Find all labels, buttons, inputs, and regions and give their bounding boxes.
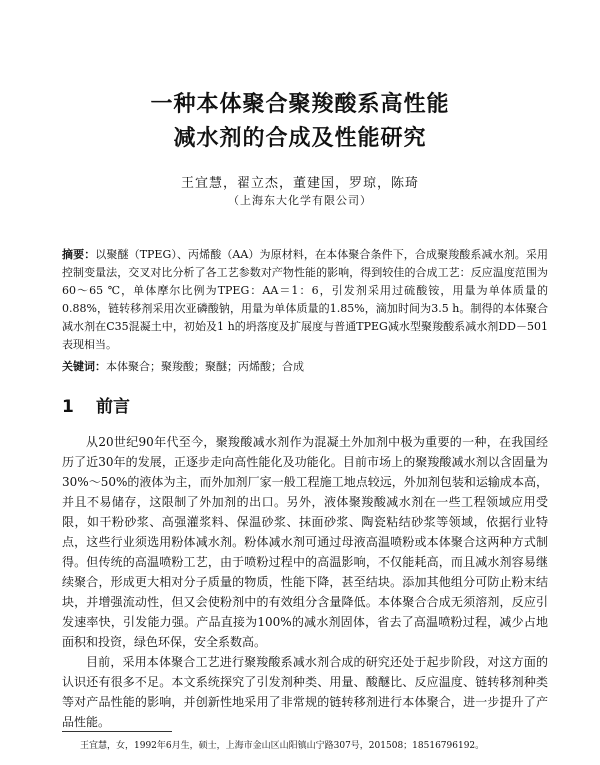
abstract-text: 以聚醚（TPEG）、丙烯酸（AA）为原材料，在本体聚合条件下，合成聚羧酸系减水剂。采用控制变量法，交叉对比分析了各工艺参数对产物性能的影响，得到较佳的合成工艺：反应温度范围为60～65 ℃，单体摩尔比例为TPEG：AA＝1：6，引发剂采用过硫酸铵，用量为单体质量的0.88%，链转移剂采用次亚磷酸钠，用量为单体质量的1.85%，滴加时间为3.5 h。制得的本体聚合减水剂在C35混凝土中，初始及1 h的坍落度及扩展度与普通TPEG减水型聚羧酸系减水剂DD－501表现相当。 xyxy=(62,248,548,351)
body-text xyxy=(62,432,548,732)
author-list: 王宜慧，翟立杰，董建国，罗琼，陈琦 xyxy=(180,176,419,191)
author-footnote: 王宜慧，女，1992年6月生，硕士，上海市金山区山阳镇山宁路307号，201508；18516796192。 xyxy=(80,741,485,751)
keywords xyxy=(62,358,548,374)
paper-title xyxy=(0,88,600,156)
title-line-1: 一种本体聚合聚羧酸系高性能 xyxy=(150,92,450,117)
title-line-2: 减水剂的合成及性能研究 xyxy=(173,126,427,151)
abstract-label: 摘要： xyxy=(62,248,96,261)
footnote-divider xyxy=(62,731,172,732)
section-title: 前言 xyxy=(96,397,130,417)
affiliation: （上海东大化学有限公司） xyxy=(228,194,372,207)
section-heading-introduction xyxy=(62,392,130,417)
paragraph-2: 目前，采用本体聚合工艺进行聚羧酸系减水剂合成的研究还处于起步阶段，对这方面的认识还有很多不足。本文系统探究了引发剂种类、用量、酸醚比、反应温度、链转移剂种类等对产品性能的影响，并创新性地采用了非常规的链转移剂进行本体聚合，进一步提升了产品性能。 xyxy=(62,655,548,729)
keywords-label: 关键词： xyxy=(62,360,106,373)
abstract xyxy=(62,246,548,354)
keywords-text: 本体聚合；聚羧酸；聚醚；丙烯酸；合成 xyxy=(106,360,304,373)
paragraph-1: 从20世纪90年代至今，聚羧酸减水剂作为混凝土外加剂中极为重要的一种，在我国经历了近30年的发展，正逐步走向高性能化及功能化。目前市场上的聚羧酸减水剂以含固量为30%～50%的液体为主，而外加剂厂家一般工程施工地点较远，外加剂包装和运输成本高，并且不易储存，这限制了外加剂的出口。另外，液体聚羧酸减水剂在一些工程领域应用受限，如干粉砂浆、高强灌浆料、保温砂浆、抹面砂浆、陶瓷粘结砂浆等领域，依据行业特点，这些行业须选用粉体减水剂。粉体减水剂可通过母液高温喷粉或本体聚合这两种方式制得。但传统的高温喷粉工艺，由于喷粉过程中的高温影响，不仅能耗高，而且减水剂容易继续聚合，形成更大相对分子质量的物质，性能下降，甚至结块。添加其他组分可防止粉末结块，并增强流动性，但又会使粉剂中的有效组分含量降低。本体聚合合成无须溶剂，反应引发速率快，引发能力强。产品直接为100%的减水剂固体，省去了高温喷粉过程，减少占地面积和投资，绿色环保，安全系数高。 xyxy=(62,435,548,649)
section-number: 1 xyxy=(62,397,74,417)
